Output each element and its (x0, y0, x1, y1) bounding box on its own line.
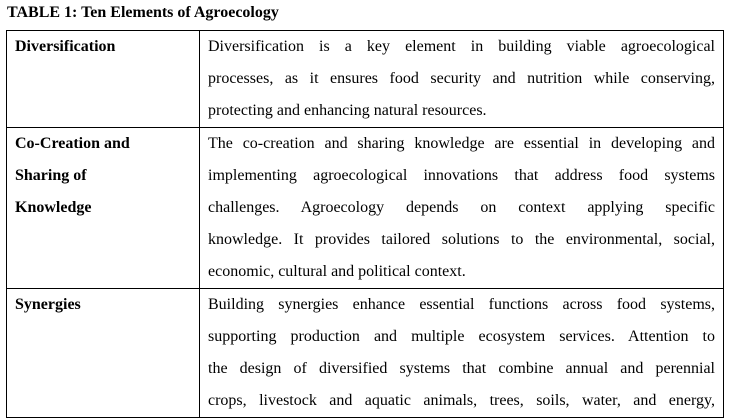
element-name-line: Knowledge (15, 199, 92, 216)
element-name-cell (7, 128, 200, 289)
description-line: Diversification is a key element in building viable agroecological (208, 38, 715, 55)
description-line: processes, as it ensures food security and nutrition while conserving, (208, 70, 715, 87)
table-row-co-creation (7, 128, 724, 289)
description-line: the design of diversified systems that combine annual and perennial (208, 360, 715, 377)
description-line: Building synergies enhance essential functions across food systems, (208, 296, 715, 313)
table-row-diversification (7, 31, 724, 128)
description-line: protecting and enhancing natural resources. (208, 102, 487, 119)
element-name-cell (7, 289, 200, 418)
element-name-line: Diversification (15, 38, 116, 55)
description-line: economic, cultural and political context. (208, 263, 466, 280)
description-line: crops, livestock and aquatic animals, trees, soils, water, and energy, (208, 392, 715, 409)
element-description-cell (200, 289, 724, 418)
element-name-cell (7, 31, 200, 128)
element-description-cell (200, 31, 724, 128)
table-caption: TABLE 1: Ten Elements of Agroecology (7, 4, 279, 21)
description-line: The co-creation and sharing knowledge are essential in developing and (208, 135, 715, 152)
element-name-line: Sharing of (15, 167, 87, 184)
element-name-line: Synergies (15, 296, 81, 313)
description-line: knowledge. It provides tailored solutions to the environmental, social, (208, 231, 715, 248)
table-row-synergies (7, 289, 724, 418)
description-line: implementing agroecological innovations that address food systems (208, 167, 715, 184)
element-description-cell (200, 128, 724, 289)
description-line: supporting production and multiple ecosystem services. Attention to (208, 328, 715, 345)
agroecology-elements-table (6, 30, 724, 418)
element-name-line: Co-Creation and (15, 135, 130, 152)
description-line: challenges. Agroecology depends on context applying specific (208, 199, 715, 216)
